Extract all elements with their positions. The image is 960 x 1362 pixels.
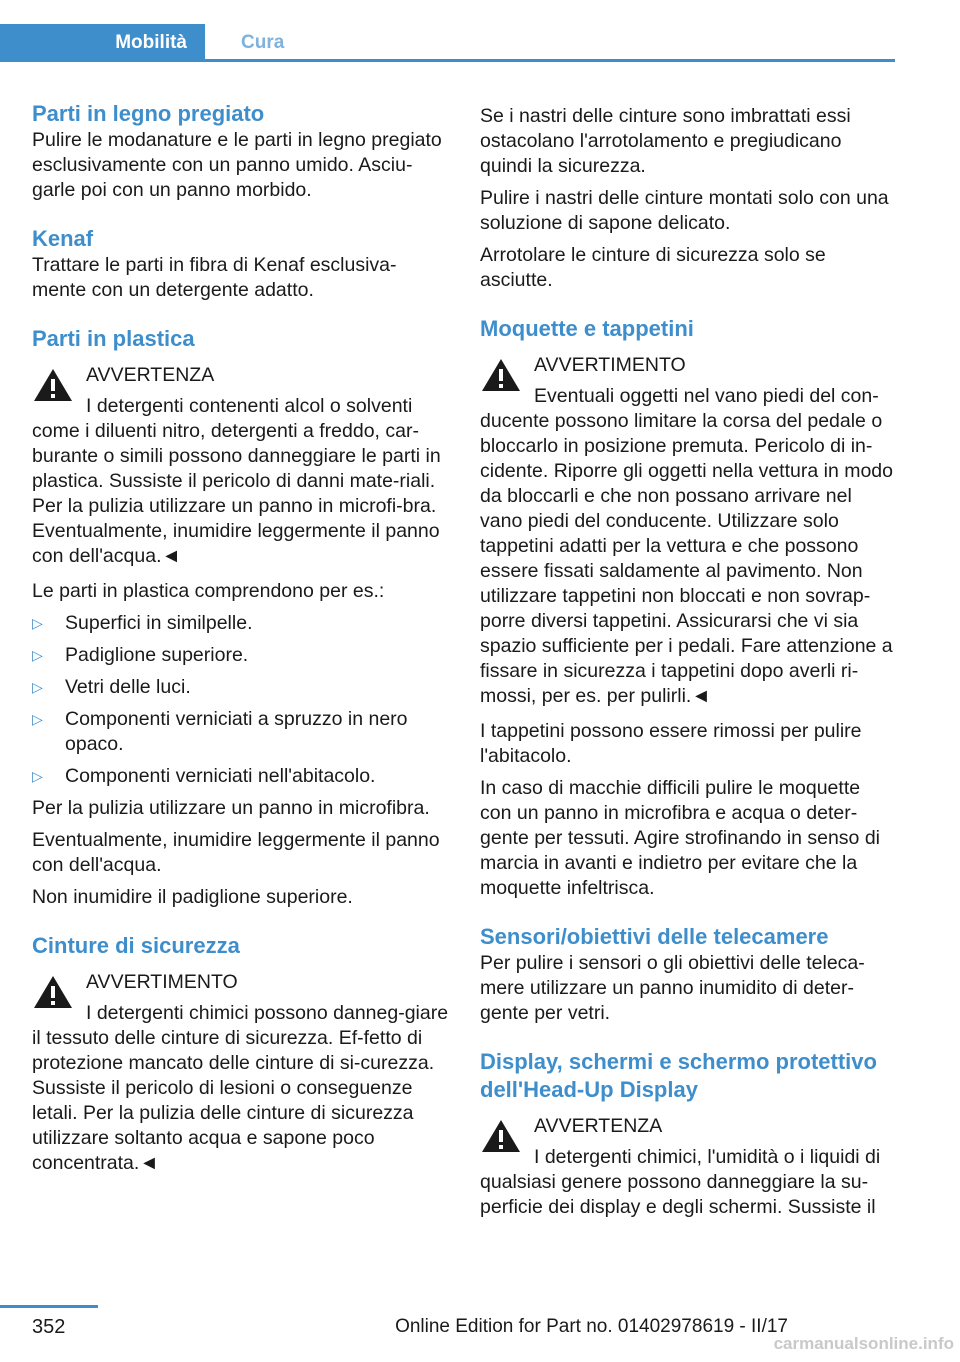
right-column (480, 100, 896, 1242)
heading-wood: Parti in legno pregiato (32, 101, 265, 126)
plastic-list (32, 611, 450, 789)
warning-label: AVVERTIMENTO (86, 971, 238, 993)
plastic-p3: Non inumidire il padiglione superiore. (32, 886, 353, 908)
triangle-bullet-icon: ▷ (32, 679, 43, 695)
warning-icon (480, 357, 522, 393)
footer-rule (0, 1305, 98, 1308)
warning-text: Eventuali oggetti nel vano piedi del con‐ducente possono limitare la corsa del pedale o bloccarlo in posizione premuta. Pericolo di in‐cidente. Riporre gli oggetti nella vettura in modo da bloccarli e che non possano arrivare nel vano piedi del conducente. Utilizzare solo tappetini adatti per la vettura e che possono essere fissati saldamente al pavimento. Non utilizzare tappetini non bloccati e non sovrap‐porre diversi tappetini. Assicurarsi che vi sia spazio sufficiente per i pedali. Fare attenzione a fissare in sicurezza i tappetini dopo averli ri‐mossi, per es. per pulirli.◄ (480, 385, 893, 707)
warning-plastic (32, 363, 450, 569)
warning-label: AVVERTENZA (86, 364, 215, 386)
section-wood (32, 100, 450, 203)
triangle-bullet-icon: ▷ (32, 615, 43, 631)
belts-p3: Arrotolare le cinture di sicurezza solo se asciutte. (480, 244, 826, 291)
tab-bar (0, 24, 895, 62)
section-belts-continued (480, 104, 896, 293)
warning-label: AVVERTENZA (534, 1115, 663, 1137)
list-item: ▷ Vetri delle luci. (32, 676, 191, 698)
plastic-intro: Le parti in plastica comprendono per es.: (32, 580, 385, 602)
heading-display: Display, schermi e schermo protettivo dell'Head-Up Display (480, 1049, 877, 1102)
warning-icon (480, 1118, 522, 1154)
plastic-p2: Eventualmente, inumidire leggermente il panno con dell'acqua. (32, 829, 440, 876)
list-item: ▷ Componenti verniciati a spruzzo in nero opaco. (32, 708, 408, 755)
warning-text: I detergenti chimici, l'umidità o i liquidi di qualsiasi genere possono danneggiare la su‐perficie dei display e degli schermi. Sussiste il (480, 1146, 881, 1218)
triangle-bullet-icon: ▷ (32, 768, 43, 784)
heading-kenaf: Kenaf (32, 226, 94, 251)
watermark: carmanualsonline.info (773, 1334, 954, 1353)
list-item: ▷ Padiglione superiore. (32, 644, 249, 666)
list-item: ▷ Componenti verniciati nell'abitacolo. (32, 765, 376, 787)
heading-sensors: Sensori/obiettivi delle telecamere (480, 924, 829, 949)
triangle-bullet-icon: ▷ (32, 647, 43, 663)
warning-text: I detergenti chimici possono danneg‐giare il tessuto delle cinture di sicurezza. Ef‐fetto di protezione mancato delle cinture di si‐curezza. Sussiste il pericolo di lesioni o conseguenze letali. Per la pulizia delle cinture di sicurezza utilizzare soltanto acqua e sapone poco concentrata.◄ (32, 1002, 449, 1174)
section-plastic (32, 325, 450, 910)
edition-note: Online Edition for Part no. 01402978619 - II/17 (395, 1316, 788, 1337)
tab-underline (0, 59, 895, 62)
section-kenaf (32, 225, 450, 303)
warning-icon (32, 974, 74, 1010)
page-number: 352 (32, 1316, 66, 1338)
wood-text: Pulire le modanature e le parti in legno pregiato esclusivamente con un panno umido. Asciu‐garle poi con un panno morbido. (32, 129, 442, 201)
section-carpet (480, 315, 896, 901)
warning-text: I detergenti contenenti alcol o solventi come i diluenti nitro, detergenti a freddo, car‐burante o simili possono danneggiare le parti in plastica. Sussiste il pericolo di danni mate‐riali. Per la pulizia utilizzare un panno in microfi‐bra. Eventualmente, inumidire leggermente il panno con dell'acqua.◄ (32, 395, 441, 567)
warning-display (480, 1114, 896, 1220)
list-item: ▷ Superfici in similpelle. (32, 612, 253, 634)
triangle-bullet-icon: ▷ (32, 711, 43, 727)
section-display (480, 1048, 896, 1220)
sensors-text: Per pulire i sensori o gli obiettivi delle teleca‐mere utilizzare un panno inumidito di deter‐gente per vetri. (480, 952, 865, 1024)
warning-belts (32, 970, 450, 1176)
warning-label: AVVERTIMENTO (534, 354, 686, 376)
carpet-p1: I tappetini possono essere rimossi per pulire l'abitacolo. (480, 720, 862, 767)
heading-plastic: Parti in plastica (32, 326, 195, 351)
warning-icon (32, 367, 74, 403)
tab-cura[interactable]: Cura (241, 32, 285, 53)
carpet-p2: In caso di macchie difficili pulire le moquette con un panno in microfibra e acqua o deter‐gente per tessuti. Agire strofinando in senso di marcia in avanti e indietro per evitare che la moquette infeltrisca. (480, 777, 880, 899)
heading-belts: Cinture di sicurezza (32, 933, 240, 958)
belts-p1: Se i nastri delle cinture sono imbrattati essi ostacolano l'arrotolamento e pregiudicano quindi la sicurezza. (480, 105, 851, 177)
heading-carpet: Moquette e tappetini (480, 316, 694, 341)
belts-p2: Pulire i nastri delle cinture montati solo con una soluzione di sapone delicato. (480, 187, 889, 234)
tab-mobilita[interactable]: Mobilità (0, 24, 205, 62)
kenaf-text: Trattare le parti in fibra di Kenaf esclusiva‐mente con un detergente adatto. (32, 254, 397, 301)
left-column (32, 100, 450, 1198)
section-belts (32, 932, 450, 1176)
plastic-p1: Per la pulizia utilizzare un panno in microfibra. (32, 797, 430, 819)
warning-carpet (480, 353, 896, 709)
section-sensors (480, 923, 896, 1026)
